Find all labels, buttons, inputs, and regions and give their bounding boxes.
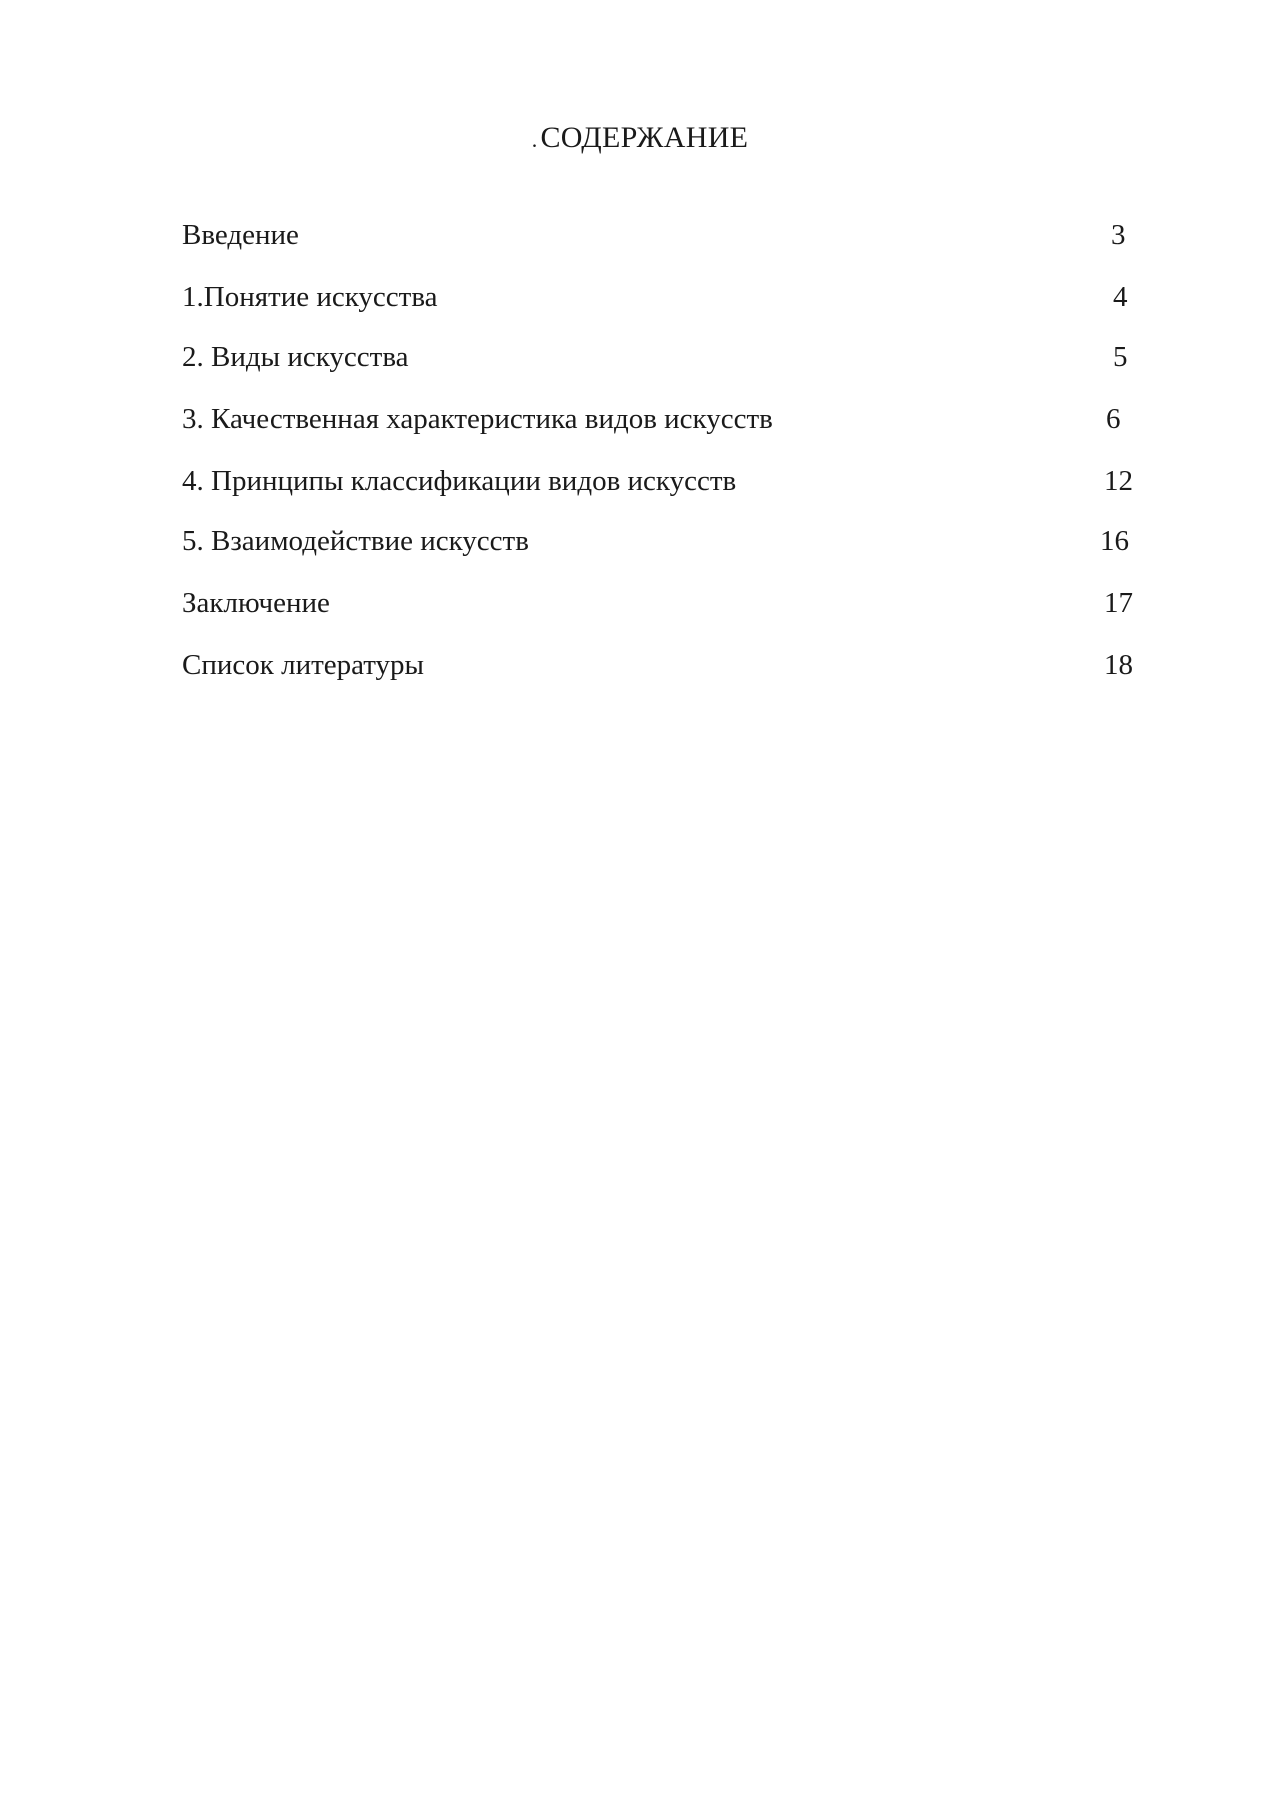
toc-entry-label: 1.Понятие искусства	[182, 281, 438, 313]
toc-entry-qualitative-characteristics	[182, 399, 1122, 439]
toc-entry-label: 4. Принципы классификации видов искусств	[182, 465, 737, 497]
toc-entry-concept-of-art	[182, 277, 1128, 317]
toc-entry-label: Введение	[182, 219, 299, 251]
title-prefix: .	[531, 127, 538, 152]
toc-entry-label: 3. Качественная характеристика видов искусств	[182, 403, 773, 435]
toc-entry-introduction	[182, 215, 1126, 255]
toc-entry-page-number: 16	[1100, 525, 1129, 557]
toc-entry-conclusion	[182, 583, 1133, 623]
toc-entry-label: 5. Взаимодействие искусств	[182, 525, 529, 557]
toc-entry-types-of-art	[182, 337, 1128, 377]
toc-entry-label: Список литературы	[182, 649, 425, 681]
toc-entry-page-number: 18	[1104, 649, 1133, 681]
toc-entry-page-number: 5	[1113, 341, 1128, 373]
title-text: СОДЕРЖАНИЕ	[540, 121, 749, 154]
toc-entry-classification-principles	[182, 461, 1133, 501]
toc-entry-label: Заключение	[182, 587, 330, 619]
toc-entry-page-number: 12	[1104, 465, 1133, 497]
toc-entry-page-number: 6	[1106, 403, 1121, 435]
toc-entry-interaction-of-arts	[182, 521, 1129, 561]
toc-entry-page-number: 17	[1104, 587, 1133, 619]
toc-entry-page-number: 4	[1113, 281, 1128, 313]
page-title	[0, 120, 1280, 158]
toc-entry-bibliography	[182, 645, 1133, 685]
toc-entry-page-number: 3	[1111, 219, 1126, 251]
toc-entry-label: 2. Виды искусства	[182, 341, 409, 373]
